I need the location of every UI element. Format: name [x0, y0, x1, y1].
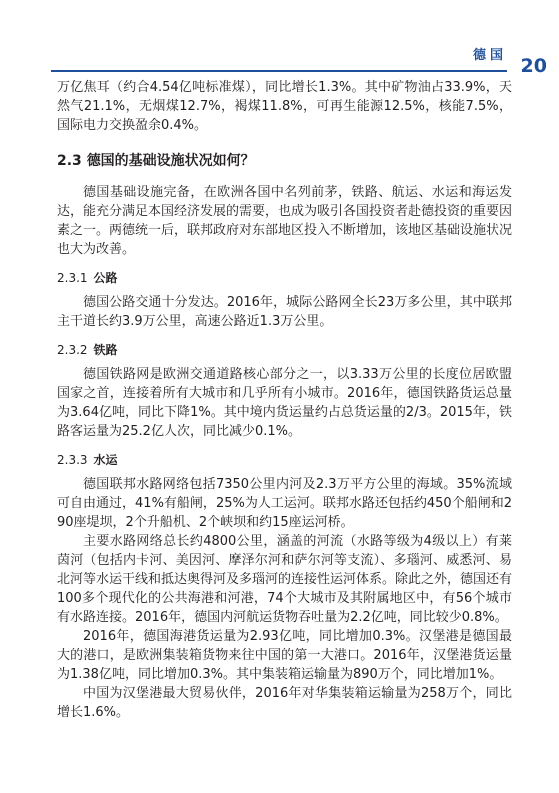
subsection-number: 2.3.3	[57, 453, 88, 467]
water-paragraph: 德国联邦水路网络包括7350公里内河及2.3万平方公里的海域。35%流域可自由通过，41%有船闸，25%为人工运河。联邦水路还包括约450个船闸和290座堤坝，2个升船机、2个峡坝和约15座运河桥。	[57, 477, 512, 530]
running-header-country: 德国	[472, 48, 507, 63]
water-paragraph: 2016年，德国海港货运量为2.93亿吨，同比增加0.3%。汉堡港是德国最大的港口，是欧洲集装箱货物来往中国的第一大港口。2016年，汉堡港货运量为1.38亿吨，同比增加0.3%。其中集装箱运输量为890万个，同比增加1%。	[57, 629, 512, 682]
page-number: 20	[520, 55, 547, 77]
subsection-number: 2.3.2	[57, 343, 88, 357]
page-body	[57, 78, 512, 722]
roads-paragraph: 德国公路交通十分发达。2016年，城际公路网全长23万多公里，其中联邦主干道长约3.9万公里，高速公路近1.3万公里。	[57, 295, 512, 329]
subsection-title: 铁路	[93, 343, 118, 357]
header-rule	[51, 70, 507, 72]
section-paragraph: 德国基础设施完备，在欧洲各国中名列前茅，铁路、航运、水运和海运发达，能充分满足本国经济发展的需要，也成为吸引各国投资者赴德投资的重要因素之一。两德统一后，联邦政府对东部地区投入不断增加，该地区基础设施状况也大为改善。	[57, 185, 513, 257]
subsection-heading-roads	[57, 269, 512, 287]
subsection-number: 2.3.1	[57, 271, 88, 285]
rail-paragraph: 德国铁路网是欧洲交通道路核心部分之一，以3.33万公里的长度位居欧盟国家之首，连接着所有大城市和几乎所有小城市。2016年，德国铁路货运总量为3.64亿吨，同比下降1%。其中境内货运量约占总货运量的2/3。2015年，铁路客运量为25.2亿人次，同比减少0.1%。	[57, 367, 512, 439]
intro-continuation-paragraph: 万亿焦耳（约合4.54亿吨标准煤），同比增长1.3%。其中矿物油占33.9%，天然气21.1%，无烟煤12.7%，褐煤11.8%，可再生能源12.5%，核能7.5%，国际电力交换盈余0.4%。	[57, 80, 512, 133]
subsection-heading-water	[57, 451, 512, 469]
subsection-heading-rail	[57, 341, 512, 359]
subsection-title: 水运	[93, 453, 118, 467]
section-title: 德国的基础设施状况如何？	[86, 153, 255, 169]
subsection-title: 公路	[93, 271, 118, 285]
section-heading	[57, 151, 512, 171]
water-paragraph: 主要水路网络总长约4800公里，涵盖的河流（水路等级为4级以上）有莱茵河（包括内卡河、美因河、摩泽尔河和萨尔河等支流）、多瑙河、威悉河、易北河等水运干线和抵达奥得河及多瑙河的连接性运河体系。除此之外，德国还有100多个现代化的公共海港和河港，74个大城市及其附属地区中，有56个城市有水路连接。2016年，德国内河航运货物吞吐量为2.2亿吨，同比较少0.8%。	[57, 534, 513, 625]
section-number: 2.3	[57, 153, 82, 169]
water-paragraph: 中国为汉堡港最大贸易伙伴，2016年对华集装箱运输量为258万个，同比增长1.6%。	[57, 686, 512, 720]
page-header	[0, 0, 559, 80]
